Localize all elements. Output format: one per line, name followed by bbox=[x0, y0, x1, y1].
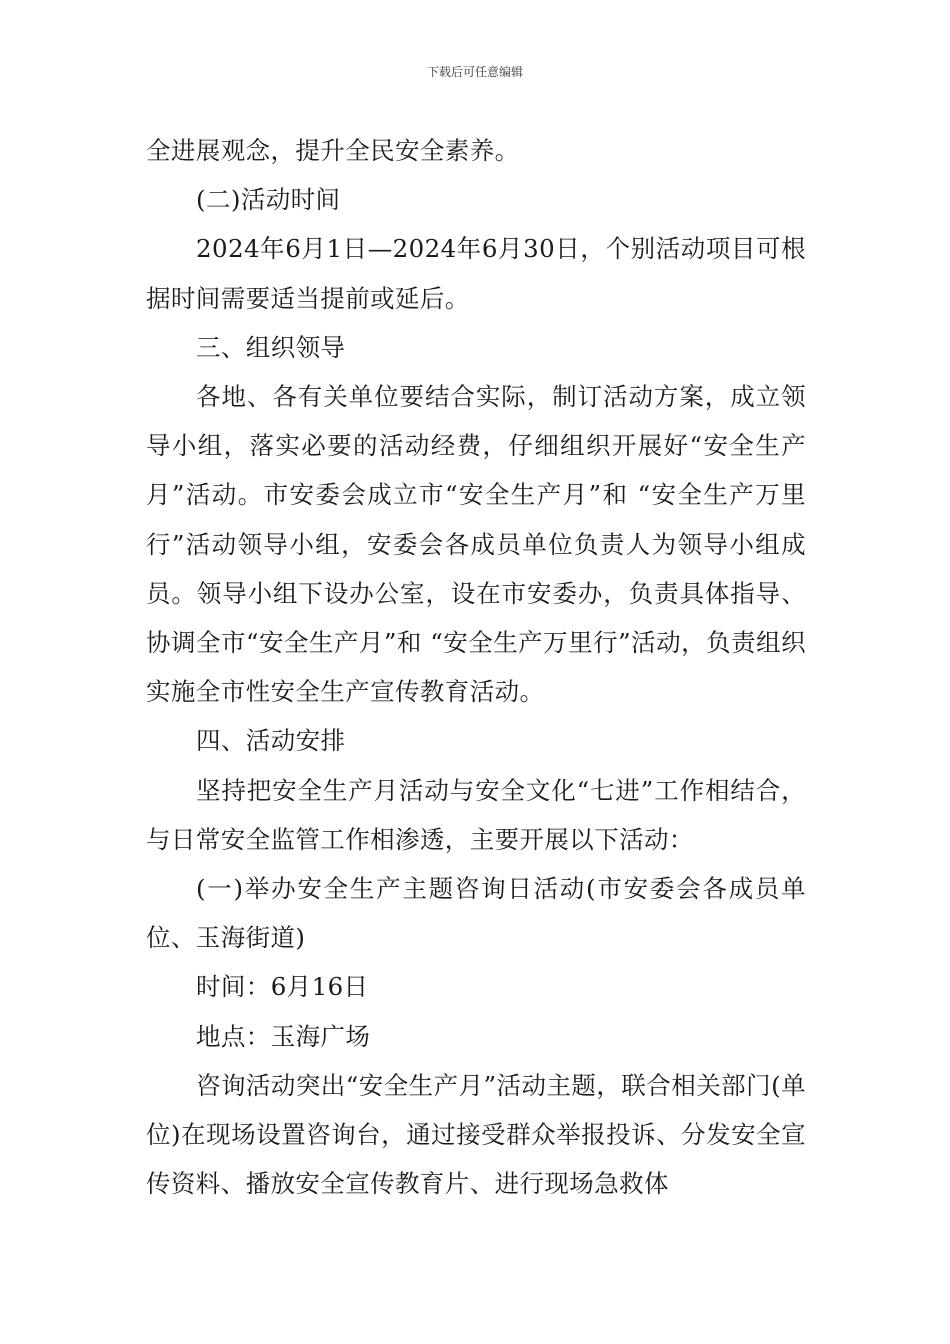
paragraph-activity-time: 2024年6月1日—2024年6月30日，个别活动项目可根据时间需要适当提前或延后。 bbox=[146, 234, 806, 313]
subsection-heading-consultation-day: (一)举办安全生产主题咨询日活动(市安委会各成员单位、玉海街道) bbox=[146, 874, 806, 953]
paragraph-organization: 各地、各有关单位要结合实际，制订活动方案，成立领导小组，落实必要的活动经费，仔细组织开展好“安全生产月”活动。市安委会成立市“安全生产月”和 “安全生产万里行”活动领导小组，安委会各成员单位负责人为领导小组成员。领导小组下设办公室，设在市安委办，负责具体指导、协调全市“安全生产月”和 “安全生产万里行”活动，负责组织实施全市性安全生产宣传教育活动。 bbox=[146, 382, 806, 707]
page-header: 下载后可任意编辑 bbox=[426, 65, 523, 79]
paragraph-intro-continuation: 全进展观念，提升全民安全素养。 bbox=[146, 136, 520, 165]
paragraph-activity-arrangement: 坚持把安全生产月活动与安全文化“七进”工作相结合，与日常安全监管工作相渗透，主要开展以下活动： bbox=[146, 775, 806, 854]
section-heading-activity-arrangement: 四、活动安排 bbox=[196, 726, 346, 756]
paragraph-consultation-details: 咨询活动突出“安全生产月”活动主题，联合相关部门(单位)在现场设置咨询台，通过接受群众举报投诉、分发安全宣传资料、播放安全宣传教育片、进行现场急救体 bbox=[146, 1070, 806, 1199]
paragraph-consultation-location: 地点：玉海广场 bbox=[196, 1021, 371, 1051]
document-body bbox=[146, 126, 806, 1208]
paragraph-consultation-time: 时间：6月16日 bbox=[196, 972, 369, 1002]
section-heading-activity-time: (二)活动时间 bbox=[196, 185, 341, 215]
section-heading-organization: 三、组织领导 bbox=[196, 332, 346, 362]
